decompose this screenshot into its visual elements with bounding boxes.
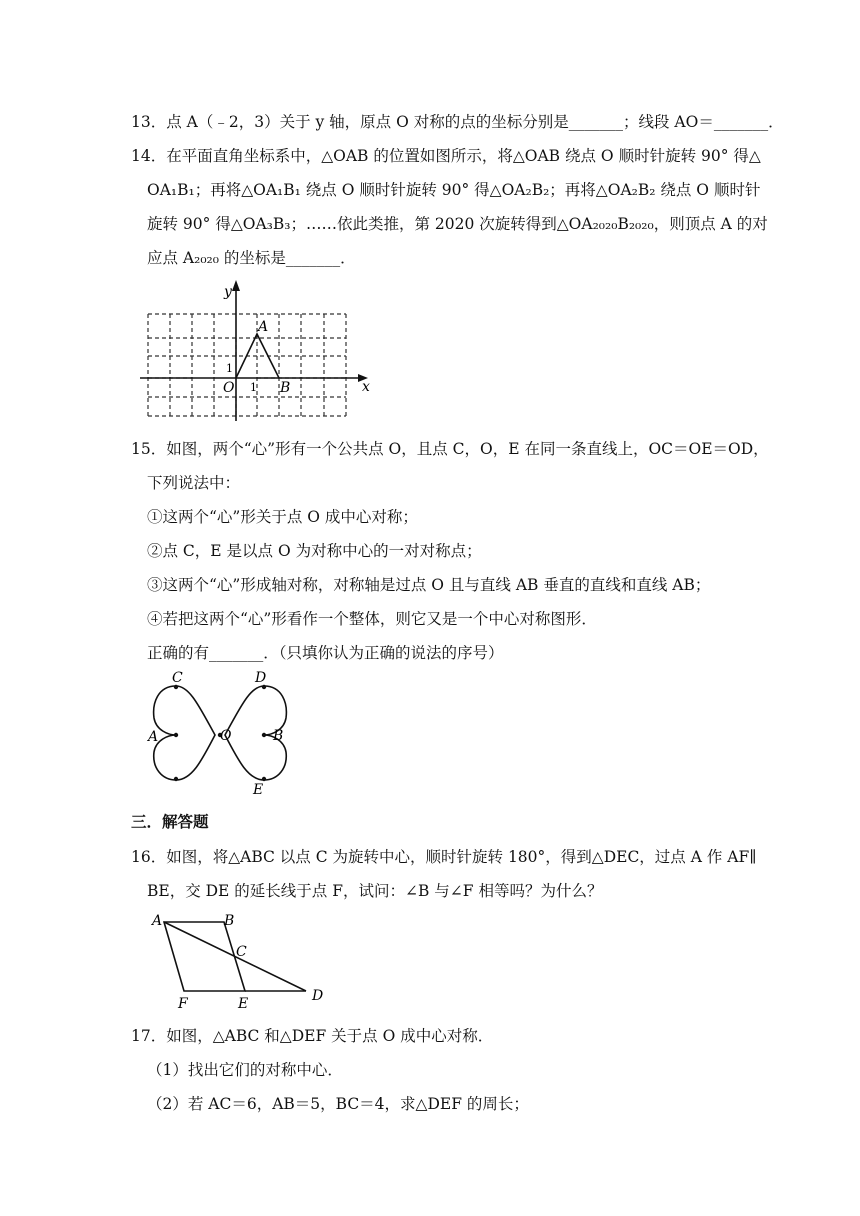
- label-d: D: [312, 988, 324, 1004]
- label-x: x: [362, 379, 370, 395]
- label-f: F: [178, 996, 188, 1012]
- dashed-grid: [148, 314, 346, 416]
- label-e: E: [253, 782, 264, 798]
- q16-parallelogram-figure: [140, 906, 340, 1012]
- q14-coordinate-figure: [140, 276, 380, 426]
- label-o: O: [223, 380, 235, 396]
- q15-statement-1: ①这两个“心”形关于点 O 成中心对称；: [147, 508, 418, 526]
- q17-part-1: （1）找出它们的对称中心．: [147, 1061, 343, 1079]
- q14-line-1: 14．在平面直角坐标系中，△OAB 的位置如图所示，将△OAB 绕点 O 顺时针旋转 90° 得△: [131, 147, 761, 165]
- label-b: B: [273, 728, 284, 744]
- label-a: A: [148, 729, 159, 745]
- y-axis-arrow-icon: [232, 280, 240, 291]
- label-d: D: [255, 670, 267, 686]
- label-a: A: [152, 913, 163, 929]
- left-heart: [154, 686, 215, 780]
- segment-ad: [164, 922, 306, 991]
- q15-statement-2: ②点 C，E 是以点 O 为对称中心的一对对称点；: [147, 542, 482, 560]
- label-one-y: 1: [226, 362, 233, 375]
- q14-line-2: OA₁B₁；再将△OA₁B₁ 绕点 O 顺时针旋转 90° 得△OA₂B₂；再将△OA₂B₂ 绕点 O 顺时针: [147, 181, 761, 199]
- q14-line-4: 应点 A₂₀₂₀ 的坐标是_______．: [147, 249, 356, 267]
- q15-statement-4: ④若把这两个“心”形看作一个整体，则它又是一个中心对称图形．: [147, 610, 597, 628]
- label-o: O: [220, 728, 232, 744]
- q17-line-1: 17．如图，△ABC 和△DEF 关于点 O 成中心对称．: [131, 1027, 494, 1045]
- label-b: B: [280, 380, 291, 396]
- q14-line-3: 旋转 90° 得△OA₃B₃；……依此类推，第 2020 次旋转得到△OA₂₀₂₀B₂₀₂₀，则顶点 A 的对: [147, 215, 768, 233]
- q15-hearts-figure: [140, 668, 300, 798]
- q15-statement-3: ③这两个“心”形成轴对称，对称轴是过点 O 且与直线 AB 垂直的直线和直线 AB；: [147, 576, 711, 594]
- q15-line-1: 15．如图，两个“心”形有一个公共点 O，且点 C，O，E 在同一条直线上，OC＝OE＝OD，: [131, 440, 769, 458]
- q16-line-1: 16．如图，将△ABC 以点 C 为旋转中心，顺时针旋转 180°，得到△DEC，过点 A 作 AF∥: [131, 848, 757, 866]
- parallelogram-abef: [164, 922, 245, 991]
- label-c: C: [236, 944, 247, 960]
- q15-line-2: 下列说法中：: [147, 474, 241, 492]
- section-title: 三．解答题: [131, 813, 209, 831]
- label-b: B: [224, 913, 235, 929]
- label-y: y: [224, 284, 232, 300]
- q15-answer-prompt: 正确的有_______．（只填你认为正确的说法的序号）: [147, 644, 504, 662]
- label-one-x: 1: [250, 381, 257, 394]
- q13-text: 13．点 A（﹣2，3）关于 y 轴，原点 O 对称的点的坐标分别是_______；线段 AO＝_______．: [131, 113, 784, 131]
- label-e: E: [238, 996, 249, 1012]
- label-c: C: [172, 670, 183, 686]
- label-a: A: [258, 319, 269, 335]
- q16-line-2: BE，交 DE 的延长线于点 F，试问：∠B 与∠F 相等吗？为什么？: [147, 882, 603, 900]
- q17-part-2: （2）若 AC＝6，AB＝5，BC＝4，求△DEF 的周长；: [147, 1095, 529, 1113]
